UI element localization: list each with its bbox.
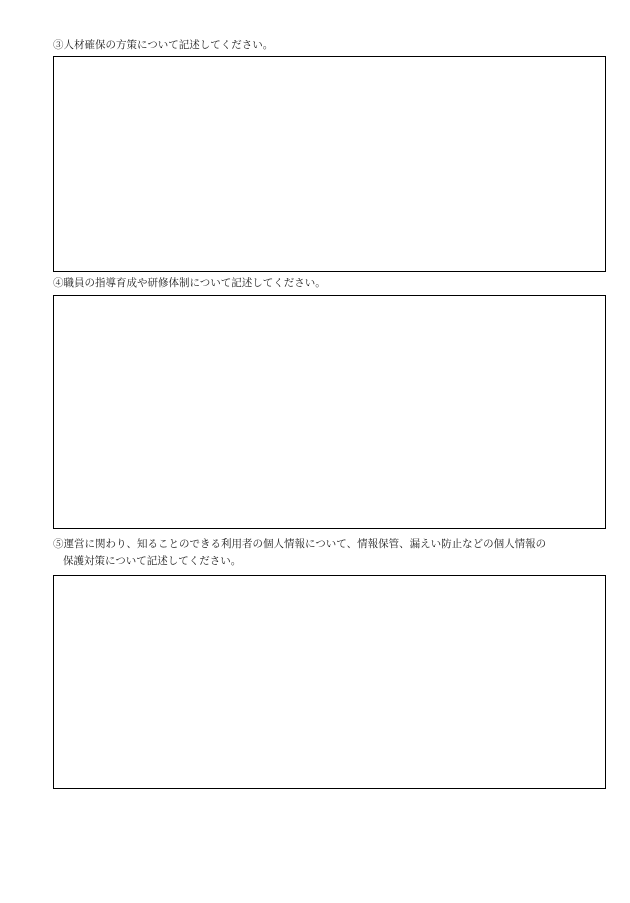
question-5-answer-box[interactable] bbox=[53, 575, 606, 789]
question-5-label bbox=[53, 536, 546, 570]
question-5-label-line2: 保護対策について記述してください。 bbox=[63, 555, 242, 567]
question-3-answer-box[interactable] bbox=[53, 56, 606, 272]
question-3-label: ③人材確保の方策について記述してください。 bbox=[53, 39, 274, 51]
question-4-label: ④職員の指導育成や研修体制について記述してください。 bbox=[53, 277, 326, 289]
question-5-label-line1: ⑤運営に関わり、知ることのできる利用者の個人情報について、情報保管、漏えい防止などの個人情報の bbox=[53, 538, 547, 550]
question-4-answer-box[interactable] bbox=[53, 295, 606, 529]
